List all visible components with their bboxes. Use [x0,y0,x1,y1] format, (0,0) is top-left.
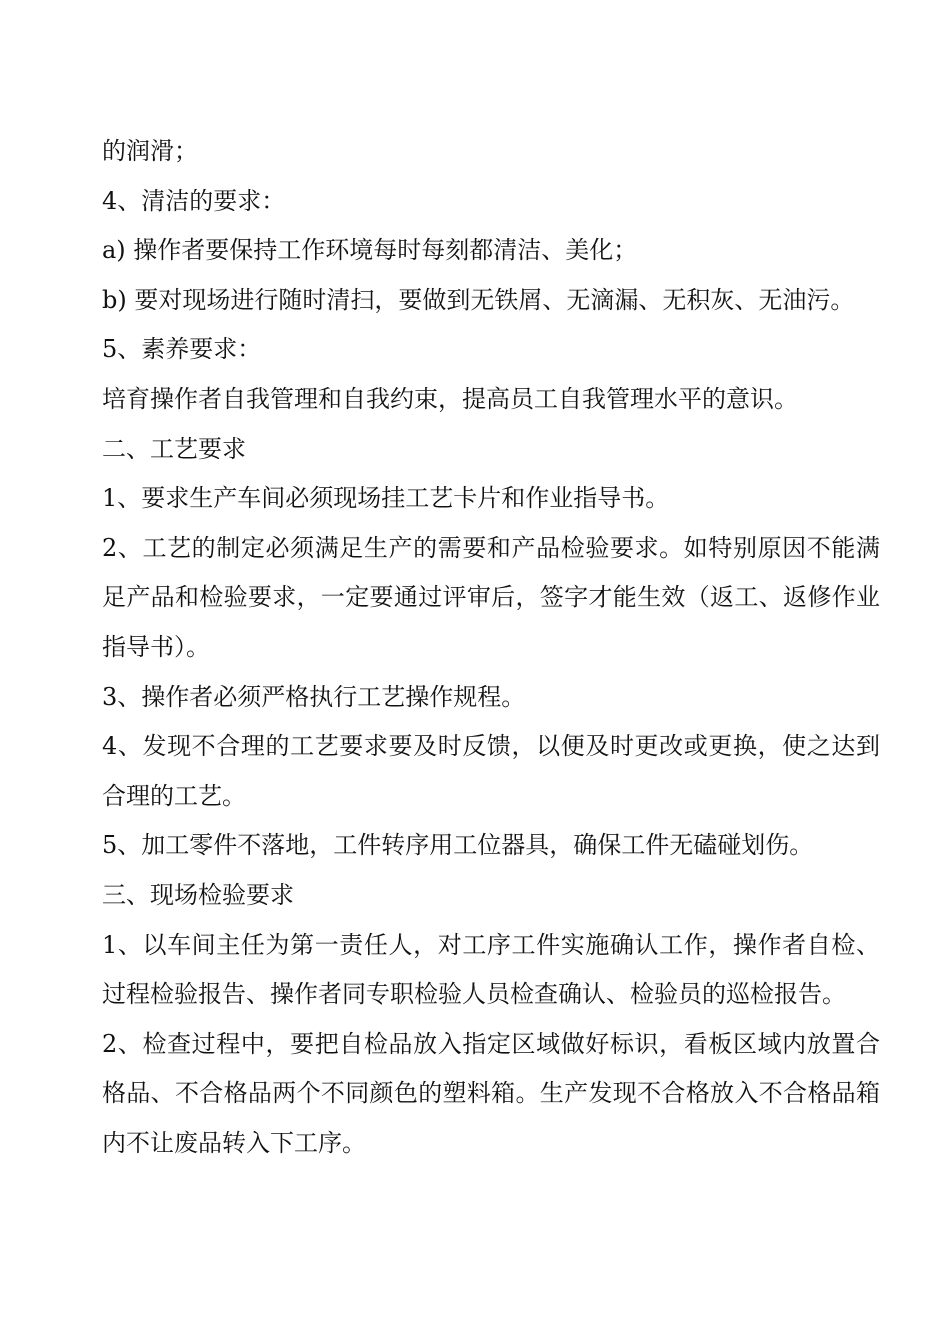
paragraph-discipline-heading: 5、素养要求： [102,335,262,364]
paragraph-continuation: 的润滑； [102,137,198,165]
section-heading-inspection: 三、现场检验要求 [102,880,294,909]
paragraph-process-2: 2、工艺的制定必须满足生产的需要和产品检验要求。如特别原因不能满足产品和检验要求，一定要通过评审后，签字才能生效（返工、返修作业指导书）。 [102,533,880,661]
document-body [102,127,880,1168]
paragraph-inspection-2: 2、检查过程中，要把自检品放入指定区域做好标识，看板区域内放置合格品、不合格品两个不同颜色的塑料箱。生产发现不合格放入不合格品箱内不让废品转入下工序。 [102,1029,880,1157]
paragraph-process-5: 5、加工零件不落地，工件转序用工位器具，确保工件无磕碰划伤。 [102,831,814,860]
paragraph-cleaning-a: a) 操作者要保持工作环境每时每刻都清洁、美化； [102,236,638,265]
paragraph-cleaning-heading: 4、清洁的要求： [102,186,286,215]
paragraph-cleaning-b: b) 要对现场进行随时清扫，要做到无铁屑、无滴漏、无积灰、无油污。 [102,285,855,314]
paragraph-inspection-1: 1、以车间主任为第一责任人，对工序工件实施确认工作，操作者自检、过程检验报告、操作者同专职检验人员检查确认、检验员的巡检报告。 [102,930,880,1009]
paragraph-process-1: 1、要求生产车间必须现场挂工艺卡片和作业指导书。 [102,484,670,513]
paragraph-process-4: 4、发现不合理的工艺要求要及时反馈，以便及时更改或更换，使之达到合理的工艺。 [102,732,880,810]
paragraph-process-3: 3、操作者必须严格执行工艺操作规程。 [102,682,526,711]
paragraph-discipline-body: 培育操作者自我管理和自我约束，提高员工自我管理水平的意识。 [102,384,798,413]
section-heading-process: 二、工艺要求 [102,434,246,463]
